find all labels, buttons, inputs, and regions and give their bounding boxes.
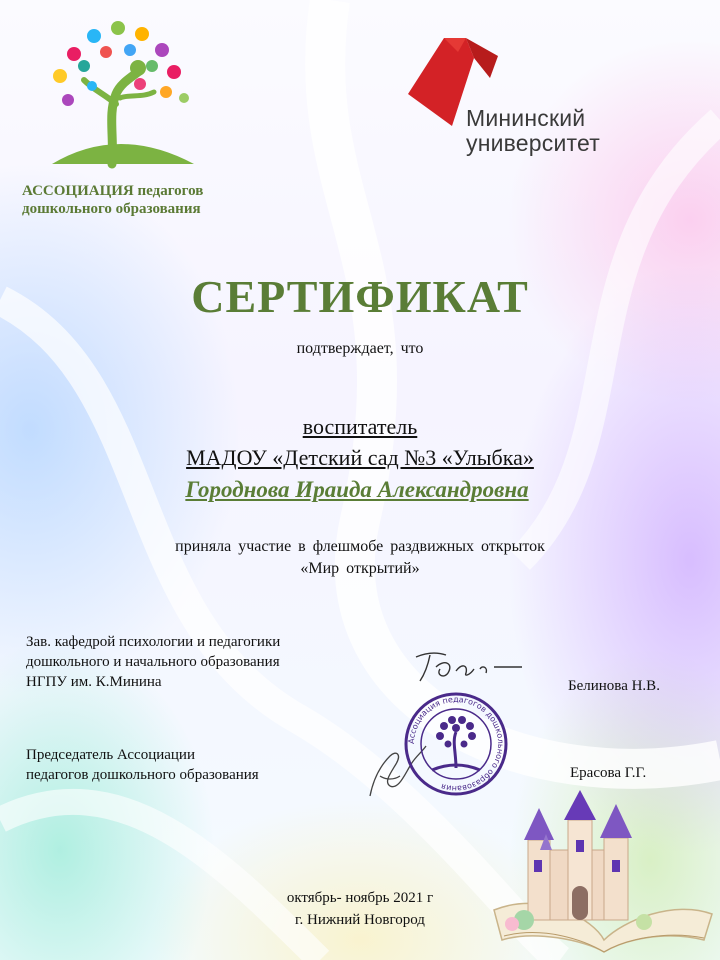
university-name [466, 106, 600, 156]
association-stamp [402, 690, 510, 798]
signatory-2-title-line1: Председатель Ассоциации [26, 747, 195, 763]
university-name-line2: университет [466, 130, 600, 156]
signatory-1-name: Белинова Н.В. [568, 678, 660, 694]
participation-line1: приняла участие в флешмобе раздвижных открыток [175, 538, 545, 555]
association-name [22, 182, 203, 218]
association-name-line1: АССОЦИАЦИЯ педагогов [22, 183, 204, 199]
signatory-1-title-line1: Зав. кафедрой психологии и педагогики [26, 634, 281, 650]
signatory-1-title-line3: НГПУ им. К.Минина [26, 674, 162, 690]
certificate-title: СЕРТИФИКАТ [191, 271, 529, 322]
signature-1 [410, 645, 530, 685]
signatory-2-title [26, 745, 259, 785]
participation-line2: «Мир открытий» [300, 560, 420, 577]
footer-city: г. Нижний Новгород [295, 912, 425, 928]
footer-date: октябрь- ноябрь 2021 г [286, 890, 434, 906]
recipient-organization: МАДОУ «Детский сад №3 «Улыбка» [186, 445, 534, 470]
association-name-line2: дошкольного образования [22, 201, 201, 217]
confirms-text: подтверждает, что [296, 340, 424, 357]
stamp-ring-text: Ассоциация педагогов дошкольного образования [406, 694, 506, 794]
recipient-name: Городнова Ираида Александровна [185, 477, 529, 502]
university-name-line1: Мининский [466, 105, 586, 131]
signatory-1-title [26, 632, 280, 692]
signatory-2-name: Ерасова Г.Г. [570, 765, 647, 781]
recipient-position: воспитатель [302, 414, 418, 439]
participation-text [0, 536, 720, 580]
signatory-2-title-line2: педагогов дошкольного образования [26, 767, 259, 783]
signatory-1-title-line2: дошкольного и начального образования [26, 654, 280, 670]
association-tree-logo [34, 14, 204, 172]
footer [0, 887, 720, 931]
